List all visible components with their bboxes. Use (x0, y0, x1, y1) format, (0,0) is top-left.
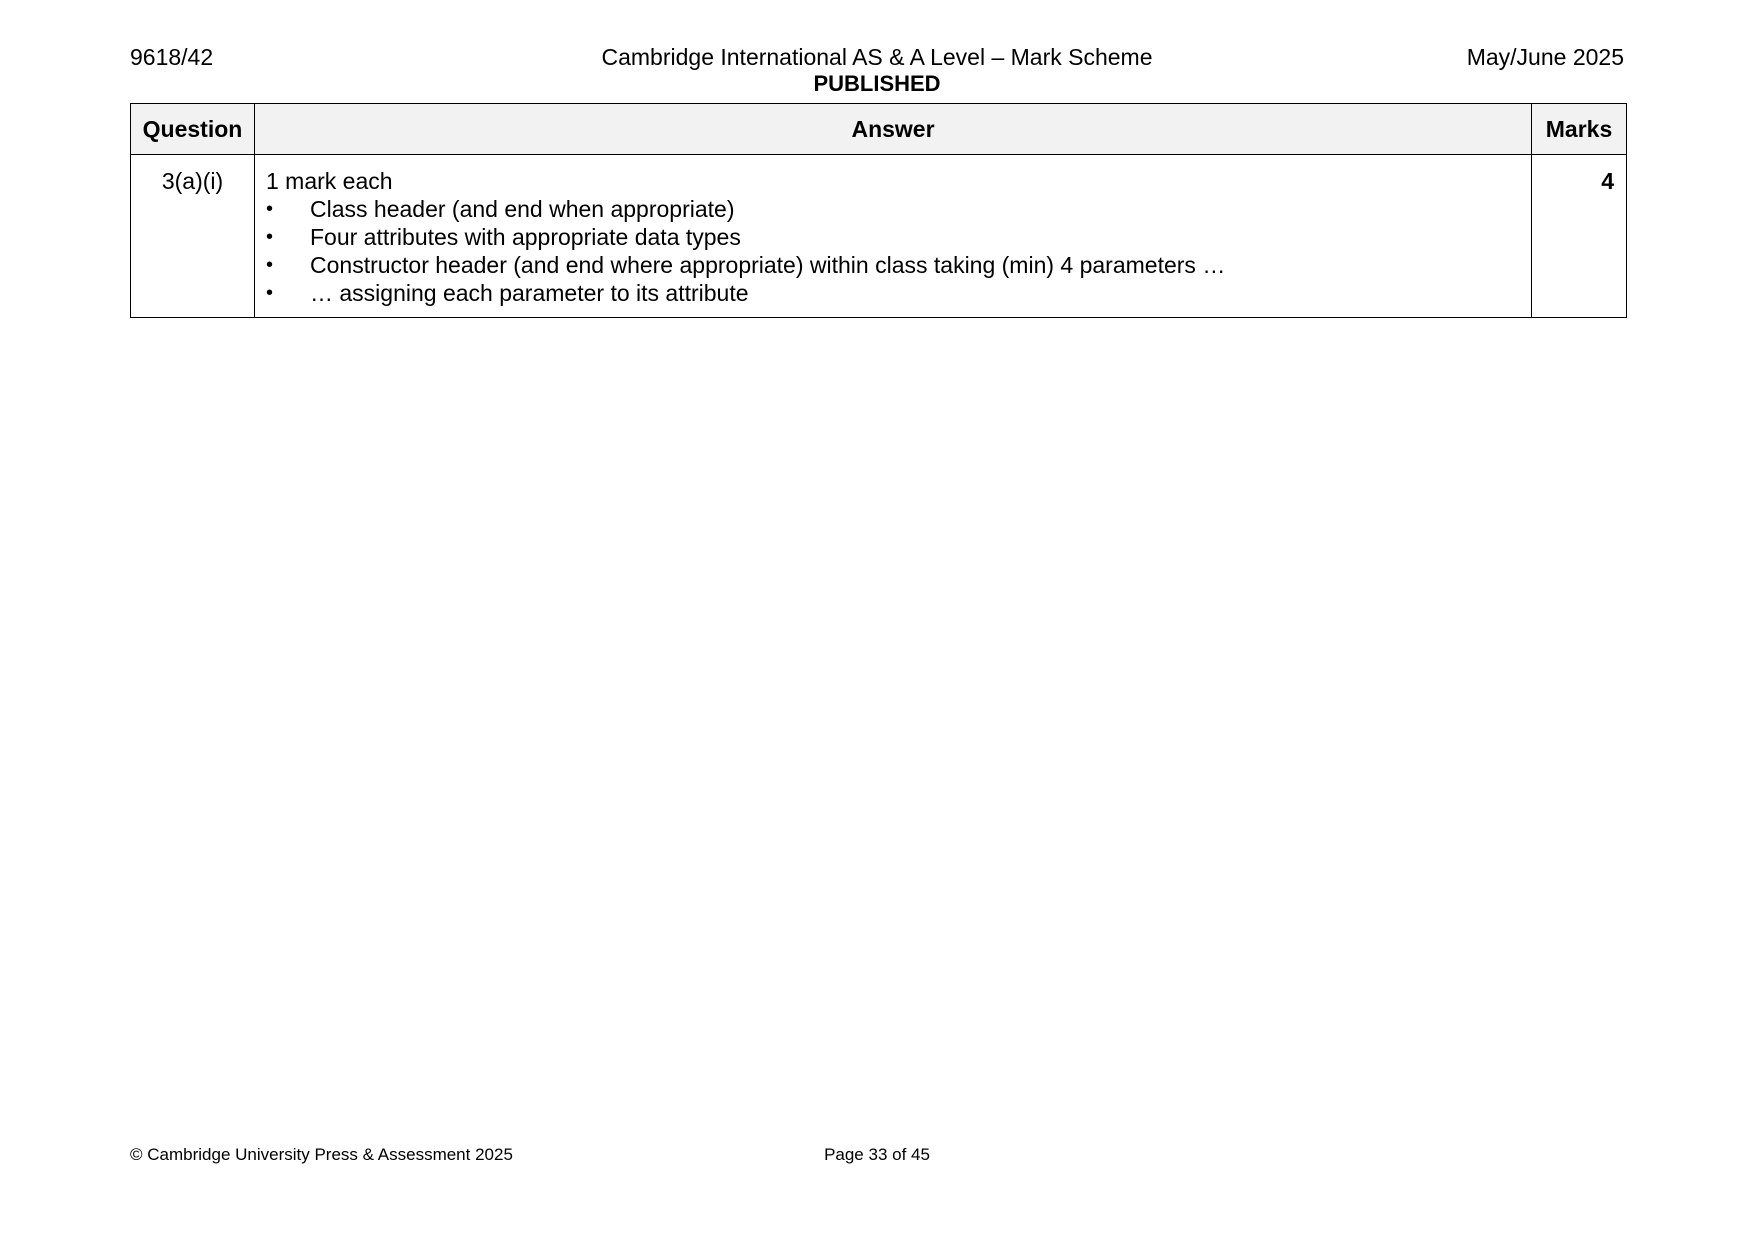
answer-point-text: Class header (and end when appropriate) (310, 196, 735, 222)
page-number: Page 33 of 45 (824, 1145, 930, 1164)
document-title: Cambridge International AS & A Level – Mark Scheme (601, 44, 1153, 70)
bullet-icon: • (266, 198, 274, 220)
marks-value: 4 (1532, 155, 1627, 318)
list-item (266, 195, 1521, 223)
table-header-row (131, 104, 1627, 155)
list-item (266, 279, 1521, 307)
bullet-icon: • (266, 282, 274, 304)
question-number: 3(a)(i) (131, 155, 255, 318)
table-row (131, 155, 1627, 318)
list-item (266, 223, 1521, 251)
list-item (266, 251, 1521, 279)
answer-point-text: Constructor header (and end where appropriate) within class taking (min) 4 parameters … (310, 252, 1226, 278)
marks-column-header: Marks (1532, 104, 1627, 155)
copyright-notice: © Cambridge University Press & Assessment 2025 (130, 1145, 513, 1164)
answer-point-text: … assigning each parameter to its attribute (310, 280, 749, 306)
bullet-icon: • (266, 254, 274, 276)
answer-points-list (266, 195, 1521, 307)
answer-point-text: Four attributes with appropriate data types (310, 224, 741, 250)
exam-session: May/June 2025 (1466, 44, 1624, 70)
published-label: PUBLISHED (813, 71, 941, 96)
question-column-header: Question (131, 104, 255, 155)
mark-scheme-table (130, 103, 1627, 318)
answer-intro: 1 mark each (266, 168, 393, 194)
paper-code: 9618/42 (130, 44, 214, 70)
answer-cell (255, 155, 1532, 318)
bullet-icon: • (266, 226, 274, 248)
answer-column-header: Answer (255, 104, 1532, 155)
